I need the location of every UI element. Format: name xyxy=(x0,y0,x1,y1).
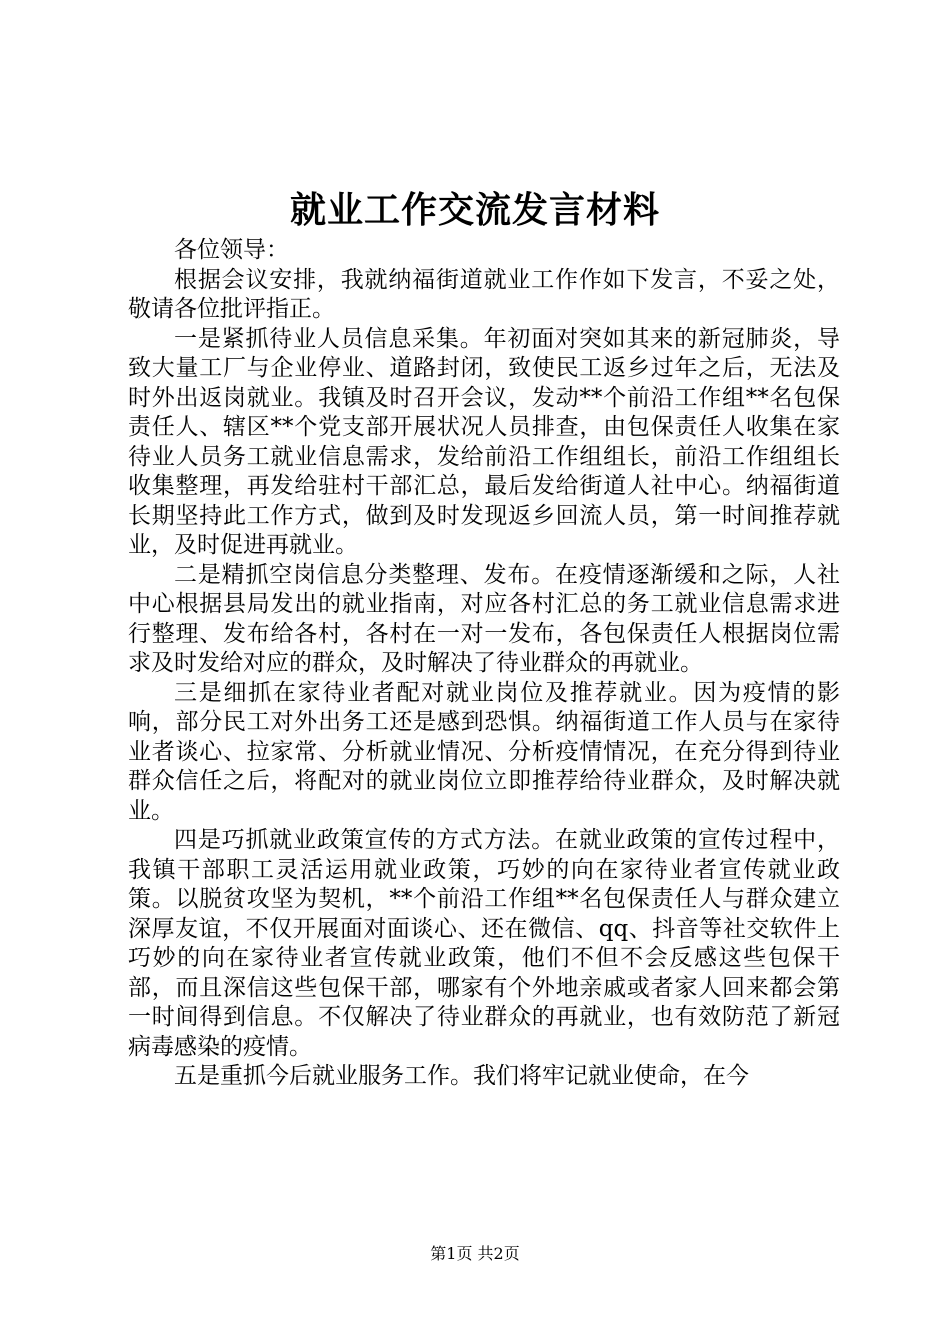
paragraph-point-3: 三是细抓在家待业者配对就业岗位及推荐就业。因为疫情的影响，部分民工对外出务工还是感到恐惧。纳福街道工作人员与在家待业者谈心、拉家常、分析就业情况、分析疫情情况，在充分得到待业群众信任之后，将配对的就业岗位立即推荐给待业群众，及时解决就业。 xyxy=(128,679,840,824)
paragraph-intro: 根据会议安排，我就纳福街道就业工作作如下发言，不妥之处，敬请各位批评指正。 xyxy=(128,266,840,322)
paragraph-point-4: 四是巧抓就业政策宣传的方式方法。在就业政策的宣传过程中，我镇干部职工灵活运用就业政策，巧妙的向在家待业者宣传就业政策。以脱贫攻坚为契机，**个前沿工作组**名包保责任人与群众建立深厚友谊，不仅开展面对面谈心、还在微信、qq、抖音等社交软件上巧妙的向在家待业者宣传就业政策，他们不但不会反感这些包保干部，而且深信这些包保干部，哪家有个外地亲戚或者家人回来都会第一时间得到信息。不仅解决了待业群众的再就业，也有效防范了新冠病毒感染的疫情。 xyxy=(128,827,840,1060)
paragraph-point-5: 五是重抓今后就业服务工作。我们将牢记就业使命，在今 xyxy=(174,1063,749,1089)
page-number-footer: 第1页 共2页 xyxy=(430,1244,520,1263)
paragraph-point-1: 一是紧抓待业人员信息采集。年初面对突如其来的新冠肺炎，导致大量工厂与企业停业、道路封闭，致使民工返乡过年之后，无法及时外出返岗就业。我镇及时召开会议，发动**个前沿工作组**名包保责任人、辖区**个党支部开展状况人员排查，由包保责任人收集在家待业人员务工就业信息需求，发给前沿工作组组长，前沿工作组组长收集整理，再发给驻村干部汇总，最后发给街道人社中心。纳福街道长期坚持此工作方式，做到及时发现返乡回流人员，第一时间推荐就业，及时促进再就业。 xyxy=(128,325,840,558)
paragraph-point-2: 二是精抓空岗信息分类整理、发布。在疫情逐渐缓和之际，人社中心根据县局发出的就业指南，对应各村汇总的务工就业信息需求进行整理、发布给各村，各村在一对一发布，各包保责任人根据岗位需求及时发给对应的群众，及时解决了待业群众的再就业。 xyxy=(128,561,840,676)
document-title: 就业工作交流发言材料 xyxy=(289,189,660,231)
salutation: 各位领导： xyxy=(174,237,289,263)
document-body xyxy=(128,236,840,1092)
